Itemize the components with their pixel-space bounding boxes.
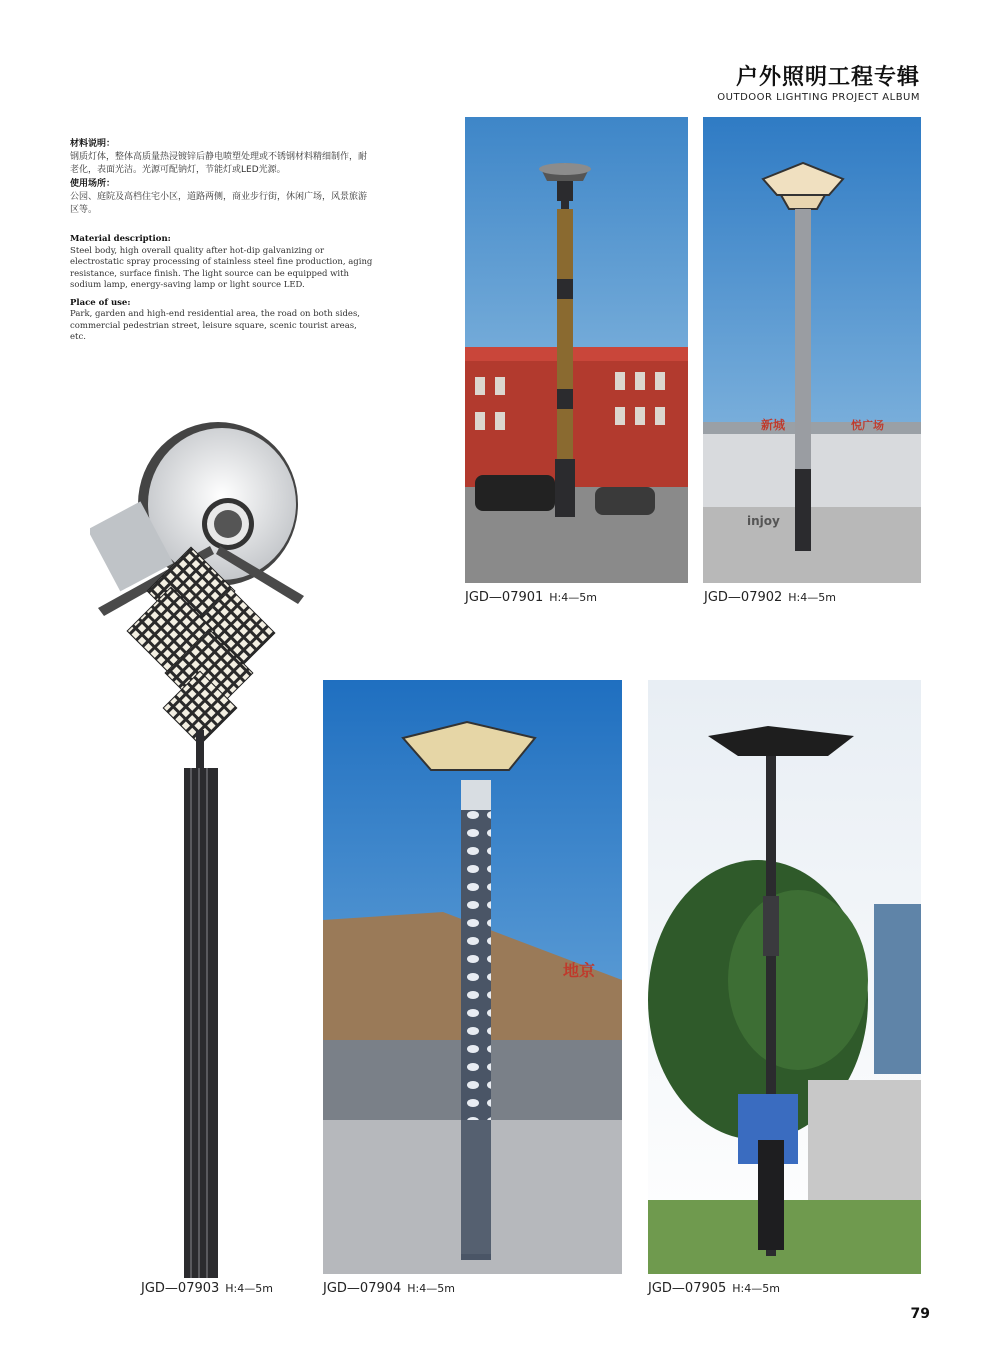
material-en-body: Steel body, high overall quality after hot-dip galvanizing or electrostatic spray processing of stainless steel fine production, aging resistance, surface finish. The light source can be equipped with sodium lamp, energy-saving lamp or light source LED. (70, 245, 373, 290)
caption-07905 (648, 1281, 780, 1296)
caption-07901 (465, 590, 597, 605)
use-cn-heading: 使用场所： (70, 179, 116, 189)
model-07903: JGD—07903 (141, 1281, 220, 1296)
spec-english (70, 234, 375, 344)
material-cn-heading: 材料说明： (70, 139, 116, 149)
use-cn-body: 公园、庭院及高档住宅小区，道路两侧，商业步行街，休闲广场，风景旅游区等。 (70, 192, 368, 215)
material-cn-body: 钢质灯体，整体高质量热浸镀锌后静电喷塑处理或不锈钢材料精细制作，耐老化，表面光洁。光源可配钠灯，节能灯或LED光源。 (70, 152, 368, 175)
model-07904: JGD—07904 (323, 1281, 402, 1296)
caption-07903 (141, 1281, 273, 1296)
model-07905: JGD—07905 (648, 1281, 727, 1296)
model-07901: JGD—07901 (465, 590, 544, 605)
height-07901: H:4—5m (549, 591, 597, 604)
use-en-heading: Place of use: (70, 297, 131, 308)
product-image-07901 (465, 117, 688, 583)
product-image-07903 (90, 420, 310, 1280)
station-sign-text: 地京 (563, 961, 596, 980)
height-07905: H:4—5m (732, 1282, 780, 1295)
spec-chinese (70, 138, 375, 217)
height-07902: H:4—5m (788, 591, 836, 604)
sign-right-text: 悦广场 (851, 419, 884, 432)
model-07902: JGD—07902 (704, 590, 783, 605)
height-07903: H:4—5m (225, 1282, 273, 1295)
product-image-07904 (323, 680, 622, 1274)
product-image-07905 (648, 680, 921, 1274)
caption-07902 (704, 590, 836, 605)
product-image-07902 (703, 117, 921, 583)
injoy-logo-text: injoy (747, 514, 780, 528)
page-subtitle: OUTDOOR LIGHTING PROJECT ALBUM (717, 92, 920, 103)
sign-left-text: 新城 (761, 418, 786, 432)
page-number: 79 (910, 1306, 930, 1322)
use-en-body: Park, garden and high-end residential area, the road on both sides, commercial pedestrian street, leisure square, scenic tourist areas, etc. (70, 309, 361, 342)
page-title: 户外照明工程专辑 (735, 65, 920, 90)
caption-07904 (323, 1281, 455, 1296)
height-07904: H:4—5m (407, 1282, 455, 1295)
material-en-heading: Material description: (70, 234, 171, 244)
